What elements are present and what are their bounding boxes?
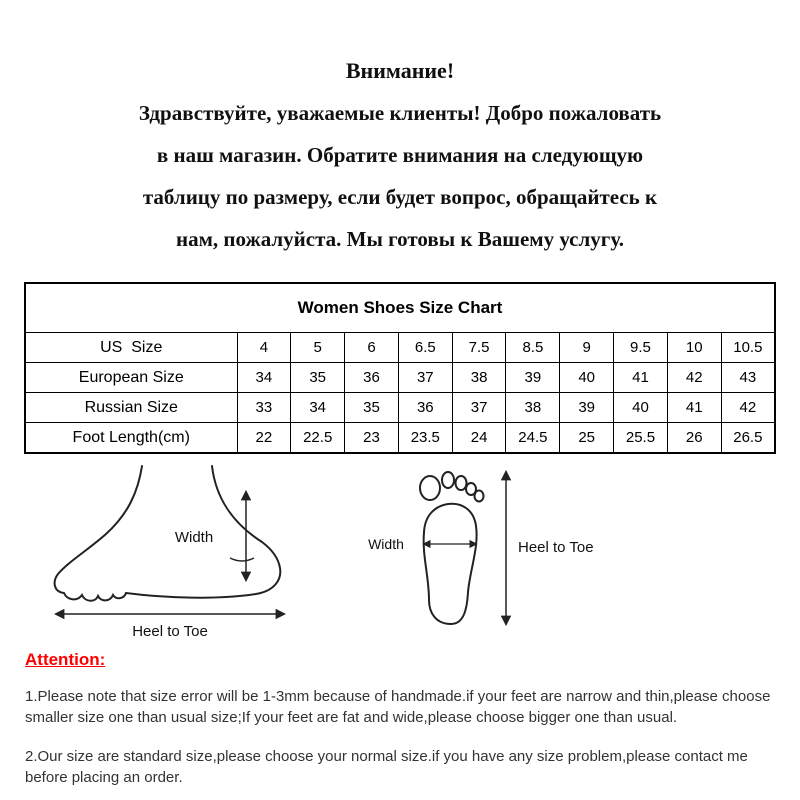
size-chart-cell: 8.5	[506, 333, 560, 363]
size-chart-cell: 24	[452, 423, 506, 454]
notice-section	[0, 0, 800, 260]
notice-line-1: Здравствуйте, уважаемые клиенты! Добро пожаловать	[138, 101, 662, 125]
size-chart-cell: 38	[506, 393, 560, 423]
size-chart-cell: 23	[345, 423, 399, 454]
ankle-line-icon	[230, 558, 254, 561]
size-chart-row-label: Russian Size	[25, 393, 237, 423]
size-chart-cell: 10.5	[721, 333, 775, 363]
size-chart-cell: 35	[291, 363, 345, 393]
size-chart-cell: 41	[667, 393, 721, 423]
size-chart-cell: 42	[667, 363, 721, 393]
notice-line-4: нам, пожалуйста. Мы готовы к Вашему услугу.	[176, 227, 624, 251]
size-chart-cell: 7.5	[452, 333, 506, 363]
size-chart-cell: 4	[237, 333, 291, 363]
notice-title: Внимание!	[345, 58, 455, 83]
size-chart-cell: 36	[345, 363, 399, 393]
third-toe-icon	[456, 476, 467, 490]
size-chart-cell: 6.5	[398, 333, 452, 363]
size-chart-cell: 34	[237, 363, 291, 393]
size-chart-cell: 35	[345, 393, 399, 423]
notice-line-3: таблицу по размеру, если будет вопрос, обращайтесь к	[142, 185, 658, 209]
size-chart-cell: 39	[506, 363, 560, 393]
notice-line-2: в наш магазин. Обратите внимания на следующую	[156, 143, 644, 167]
size-chart-row	[25, 363, 775, 393]
sole-outline-icon	[424, 504, 477, 624]
size-chart-cell: 26.5	[721, 423, 775, 454]
size-chart-row	[25, 423, 775, 454]
size-chart-title: Women Shoes Size Chart	[25, 283, 775, 333]
size-chart-header-row	[25, 283, 775, 333]
top-view-heel-to-toe-label: Heel to Toe	[518, 539, 594, 556]
attention-heading: Attention:	[25, 650, 106, 669]
size-chart-cell: 25.5	[614, 423, 668, 454]
size-chart-cell: 10	[667, 333, 721, 363]
measurement-diagrams	[0, 454, 800, 648]
big-toe-icon	[420, 476, 440, 500]
size-chart-cell: 34	[291, 393, 345, 423]
size-chart-cell: 40	[614, 393, 668, 423]
size-chart-cell: 40	[560, 363, 614, 393]
attention-section	[0, 650, 800, 788]
size-chart-cell: 33	[237, 393, 291, 423]
size-chart-cell: 26	[667, 423, 721, 454]
side-view-heel-to-toe-label: Heel to Toe	[132, 623, 208, 640]
size-chart-cell: 37	[398, 363, 452, 393]
size-chart-row	[25, 393, 775, 423]
size-chart-cell: 5	[291, 333, 345, 363]
footprint-diagram	[356, 464, 616, 636]
foot-side-view-diagram	[34, 462, 334, 644]
size-chart-cell: 22	[237, 423, 291, 454]
size-chart-cell: 25	[560, 423, 614, 454]
fifth-toe-icon	[475, 491, 484, 502]
top-view-width-label: Width	[368, 536, 404, 552]
size-chart-row-label: US Size	[25, 333, 237, 363]
size-chart-cell: 38	[452, 363, 506, 393]
size-chart-cell: 24.5	[506, 423, 560, 454]
size-chart-cell: 6	[345, 333, 399, 363]
size-chart-cell: 43	[721, 363, 775, 393]
size-chart-cell: 42	[721, 393, 775, 423]
size-chart-table	[24, 282, 776, 454]
size-chart-cell: 9.5	[614, 333, 668, 363]
size-chart-cell: 39	[560, 393, 614, 423]
size-chart-row	[25, 333, 775, 363]
size-chart-cell: 37	[452, 393, 506, 423]
size-chart-cell: 9	[560, 333, 614, 363]
side-view-width-label: Width	[174, 529, 214, 546]
size-chart-row-label: Foot Length(cm)	[25, 423, 237, 454]
size-chart-cell: 36	[398, 393, 452, 423]
size-chart-cell: 23.5	[398, 423, 452, 454]
size-chart-cell: 41	[614, 363, 668, 393]
attention-item-2: 2.Our size are standard size,please choose your normal size.if you have any size problem,please contact me before placing an order.	[25, 748, 748, 786]
attention-item-1: 1.Please note that size error will be 1-3mm because of handmade.if your feet are narrow and thin,please choose smaller size one than usual size;If your feet are fat and wide,please choose bigger one than usual.	[25, 688, 771, 726]
size-chart-row-label: European Size	[25, 363, 237, 393]
second-toe-icon	[442, 472, 454, 488]
size-chart-cell: 22.5	[291, 423, 345, 454]
